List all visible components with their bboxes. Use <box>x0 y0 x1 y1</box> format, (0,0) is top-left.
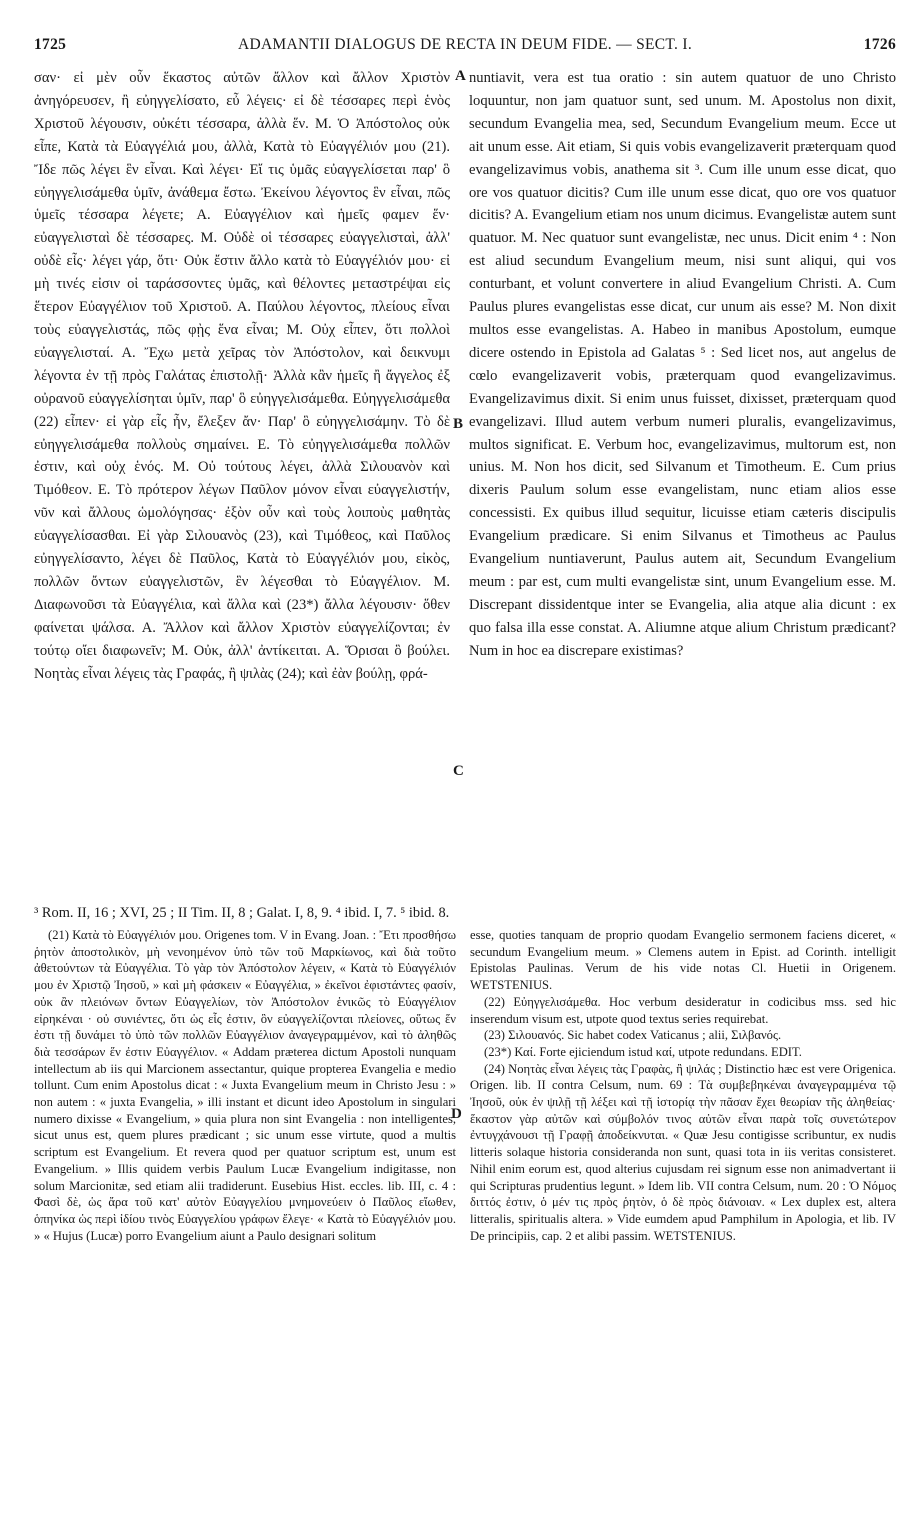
running-title: ADAMANTII DIALOGUS DE RECTA IN DEUM FIDE. — SECT. I. <box>237 36 693 53</box>
footnotes-left-column <box>34 927 456 1244</box>
footnote: (24) Νοητὰς εἶναι λέγεις τὰς Γραφὰς, ἢ ψιλάς ; Distinctio hæc est vere Origenica. Origen. lib. II contra Celsum, num. 69 : Τὰ συμβεβηκέναι ἀναγεγραμμένα τῷ Ἰησοῦ, οὐκ ἐν ψιλῇ τῇ λέξει καὶ τῇ ἱστορίᾳ τὴν πᾶσαν ἔχει θεωρίαν τῆς ἀληθείας· ἕκαστον γὰρ αὐτῶν καὶ σύμβολόν τινος αὐτῶν εἶναι παρὰ τοῖς συνετώτερον ἐντυγχάνουσι τῇ Γραφῇ ἀποδείκνυται. « Quæ Jesu contigisse scribuntur, ex nudis litteris solaque historia consideranda non sunt, quasi tota in iis veritas consisteret. Nihil enim eorum est, quod alterius cujusdam rei signum esse non animadvertant ii qui Scripturas prudentius legunt. » Idem lib. VII contra Celsum, num. 20 : Ὁ Νόμος διττός ἐστιν, ὁ μέν τις πρὸς ῥητὸν, ὁ δὲ πρὸς διάνοιαν. « Lex duplex est, altera litteralis, spiritualis altera. » Vide eumdem apud Pamphilum in Apologia, et lib. IV De principiis, cap. 2 et alibi passim. WETSTENIUS. <box>470 1061 896 1243</box>
footnote: (21) Κατὰ τὸ Εὐαγγέλιόν μου. Origenes tom. V in Evang. Joan. : Ἔτι προσθήσω ῥητὸν ἀποστολικὸν, μὴ νενοημένον ὑπὸ τῶν τοῦ Μαρκίωνος, καὶ διὰ τοῦτο ἀθετούντων τὰ Εὐαγγέλια. Τὸ γὰρ τὸν Ἀπόστολον λέγειν, « Κατὰ τὸ Εὐαγγέλιόν μου ἐν Χριστῷ Ἰησοῦ, » καὶ μὴ φάσκειν « Εὐαγγέλια, » ἐκεῖνοι ἐφιστάντες φασίν, οὐκ ἂν πλειόνων ὄντων Εὐαγγελίων, τὸν Ἀπόστολον ἑνικῶς τὸ Εὐαγγέλιον εἰρηκέναι · οὐ συνιέντες, ὅτι ὡς εἷς ἐστιν, ὃν εὐαγγελίζονται πλείονες, οὕτως ἕν ἐστι τῇ δυνάμει τὸ ὑπὸ τῶν πολλῶν Εὐαγγέλιον ἀναγεγραμμένον, καὶ τὸ ἀληθῶς διὰ τεσσάρων ἕν ἐστιν Εὐαγγέλιον. « Addam præterea dictum Apostoli nunquam intellectum ab iis qui Marcionem assectantur, quique propterea Evangelia e medio tollunt. Cum enim Apostolus dicat : « Juxta Evangelium meum in Christo Jesu : » non autem : « juxta Evangelia, » illi instant et dicunt ideo Apostolum in singulari numero dixisse « Evangelium, » quia plura non sint Evangelia : non intelligentes, sicut unus est, quem plures prædicant ; sic unum esse virtute, quod a multis scriptum est Evangelium. Et revera quod per quatuor scriptum est, unum est Evangelium. » Illis quidem verbis Paulum Lucæ Evangelium indigitasse, non solum Marcionitæ, sed etiam alii tradiderunt. Eusebius Hist. eccles. lib. III, c. 4 : Φασὶ δὲ, ὡς ἄρα τοῦ κατ' αὐτὸν Εὐαγγελίου μνημονεύειν ὁ Παῦλος εἴωθεν, ὁπηνίκα ὡς περὶ ἰδίου τινὸς Εὐαγγελίου γράφων ἔλεγε· « Κατὰ τὸ Εὐαγγέλιόν μου. » « Hujus (Lucæ) porro Evangelium aiunt a Paulo designari solitum <box>34 928 456 1243</box>
latin-text-column <box>469 67 896 663</box>
footnote: (23) Σιλουανός. Sic habet codex Vaticanus ; alii, Σιλβανός. <box>484 1028 782 1043</box>
margin-letter-d: D <box>451 1106 462 1122</box>
page-number-left: 1725 <box>34 36 67 53</box>
greek-text-column <box>34 67 450 685</box>
footnotes-right-column <box>470 927 896 1244</box>
running-header <box>34 36 896 56</box>
margin-letter-b: B <box>453 416 464 432</box>
footnote: (23*) Καί. Forte ejiciendum istud καί, utpote redundans. EDIT. <box>484 1044 802 1059</box>
scripture-references: ³ Rom. II, 16 ; XVI, 25 ; II Tim. II, 8 ; Galat. I, 8, 9. ⁴ ibid. I, 7. ⁵ ibid. 8. <box>34 905 450 921</box>
footnote: esse, quoties tanquam de proprio quodam Evangelio sermonem faciens diceret, « secundum Evangelium meum. » Clemens autem in Epist. ad Corinth. intelligit Epistolas Paulinas. Verum de his vide notas Cl. Huetii in Origenem. WETSTENIUS. <box>470 928 896 993</box>
latin-text: nuntiavit, vera est tua oratio : sin autem quatuor de uno Christo loquuntur, non jam quatuor sunt, sed unum. M. Apostolus non dixit, secundum Evangelia mea, sed, Secundum Evangelium meum. Ecce ut ait unum esse. Ait etiam, Si quis vobis evangelizaverit præterquam quod evangelizavimus vobis, anathema sit ³. Cum ille unum esse dicat, quo ore vos quatuor dicitis? Cum ille unum esse dicat, quo ore vos quatuor dicitis? A. Evangelium etiam nos unum dicimus. Evangelistæ autem sunt quatuor. M. Nec quatuor sunt evangelistæ, nec unus. Dicit enim ⁴ : Non est aliud secundum Evangelium meum, nisi sunt aliqui, qui vos conturbant, et volunt convertere in aliud Evangelium Christi. A. Cum Paulus plures evangelistas esse dicat, cur unum ais esse? M. Non dixit multos esse evangelistas. A. Habeo in manibus Apostolum, eumque dicere ostendo in Epistola ad Galatas ⁵ : Sed licet nos, aut angelus de cœlo evangelizaverit vobis, præterquam quod evangelizavimus. Evangelizavimus dixit. Si enim unus fuisset, dixisset, præterquam quod evangelizavi. Illud autem verbum numeri pluralis, evangelizavimus, multos significat. E. Verbum hoc, evangelizavimus, multorum est, non unius. M. Non hos dicit, sed Silvanum et Timotheum. E. Cum prius dixeris Paulum solum esse evangelistam, nunc etiam alios esse concessisti. Ex quibus illud sequitur, licuisse etiam cæteris discipulis Evangelium prædicare. Si enim Silvanus et Timotheus ac Paulus Evangelium nuntiaverunt, Paulus autem ait, Secundum Evangelium meum : par est, cum multi evangelistæ sint, unum Evangelium esse. M. Discrepant dissidentque inter se Evangelia, alia atque alia dicunt : ex quo falsa illa esse constat. A. Aliumne atque alium Christum prædicant? Num in hoc ea discrepare existimas? <box>469 70 896 659</box>
footnote: (22) Εὐηγγελισάμεθα. Hoc verbum desideratur in codicibus mss. sed hic inserendum visum est, utpote quod textus series requirebat. <box>470 994 896 1026</box>
greek-text: σαν· εἰ μὲν οὖν ἕκαστος αὐτῶν ἄλλον καὶ ἄλλον Χριστὸν ἀνηγόρευσεν, ἢ εὐηγγελίσατο, εὖ λέγεις· εἰ δὲ τέσσαρες περὶ ἑνὸς Χριστοῦ λέγουσιν, οὐκέτι τέσσαρα, ἀλλὰ ἕν. Μ. Ὁ Ἀπόστολος οὐκ εἶπε, Κατὰ τὰ Εὐαγγέλιά μου, ἀλλὰ, Κατὰ τὸ Εὐαγγέλιόν μου (21). Ἴδε πῶς λέγει ἓν εἶναι. Καὶ λέγει· Εἴ τις ὑμᾶς εὐαγγελίσεται παρ' ὃ εὐηγγελισάμεθα ὑμῖν, ἀνάθεμα ἔστω. Ἐκείνου λέγοντος ἓν εἶναι, πῶς ὑμεῖς τέσσαρα λέγετε; Α. Εὐαγγέλιον καὶ ἡμεῖς φαμεν ἕν· εὐαγγελισταὶ δὲ τέσσαρες. Μ. Οὐδὲ οἱ τέσσαρες εὐαγγελισταὶ, ἀλλ' οὐδὲ εἷς· λέγει γάρ, ὅτι· Οὐκ ἔστιν ἄλλο κατὰ τὸ Εὐαγγέλιόν μου· εἰ μὴ τινές εἰσιν οἱ ταράσσοντες ὑμᾶς, καὶ θέλοντες μεταστρέψαι εἰς ἕτερον Εὐαγγέλιον τοῦ Χριστοῦ. Α. Παύλου λέγοντος, πλείους εἶναι τοὺς εὐαγγελιστάς, πῶς φῂς ἕνα εἶναι; Μ. Οὐχ εἶπεν, ὅτι πολλοὶ εὐαγγελισταί. Α. Ἔχω μετὰ χεῖρας τὸν Ἀπόστολον, καὶ δεικνυμι λέγοντα ἐν τῇ πρὸς Γαλάτας ἐπιστολῇ· Ἀλλὰ κἂν ἡμεῖς ἢ ἄγγελος ἐξ οὐρανοῦ εὐαγγελίσηται ὑμῖν, παρ' ὃ εὐηγγελισάμεθα. Εὐηγγελισάμεθα (22) εἶπεν· εἰ γὰρ εἷς ἦν, ἔλεξεν ἄν· Παρ' ὃ εὐηγγελισάμην. Τὸ δὲ εὐηγγελισάμεθα πολλοὺς σημαίνει. Ε. Τὸ εὐηγγελισάμεθα πολλῶν ἐστιν, καὶ οὐχ ἑνός. Μ. Οὐ τούτους λέγει, ἀλλὰ Σιλουανὸν καὶ Τιμόθεον. Ε. Τὸ πρότερον λέγων Παῦλον μόνον εἶναι εὐαγγελιστήν, νῦν καὶ ἄλλους ὡμολόγησας· ἐξὸν οὖν καὶ τοὺς λοιποὺς μαθητὰς εὐαγγελίσασθαι. Εἰ γὰρ Σιλουανὸς (23), καὶ Τιμόθεος, καὶ Παῦλος εὐηγγελίσαντο, λέγει δὲ Παῦλος, Κατὰ τὸ Εὐαγγέλιόν μου, εἰκὸς, πολλῶν ὄντων εὐαγγελιστῶν, ἓν λέγεσθαι τὸ Εὐαγγέλιον. Μ. Διαφωνοῦσι τὰ Εὐαγγέλια, καὶ ἄλλα καὶ (23*) ἄλλα λέγουσιν· ὅθεν φαίνεται ψάλσα. Α. Ἄλλον καὶ ἄλλον Χριστὸν εὐαγγελίζονται; ἐν τούτῳ οἴει διαφωνεῖν; Μ. Οὐκ, ἀλλ' ἀντίκειται. Α. Ὅρισαι ὃ βούλει. Νοητὰς εἶναι λέγεις τὰς Γραφάς, ἢ ψιλὰς (24); καὶ ἐὰν βούλῃ, φρά- <box>34 70 450 682</box>
margin-letter-a: A <box>455 68 466 84</box>
margin-letter-c: C <box>453 763 464 779</box>
page-number-right: 1726 <box>863 36 896 53</box>
